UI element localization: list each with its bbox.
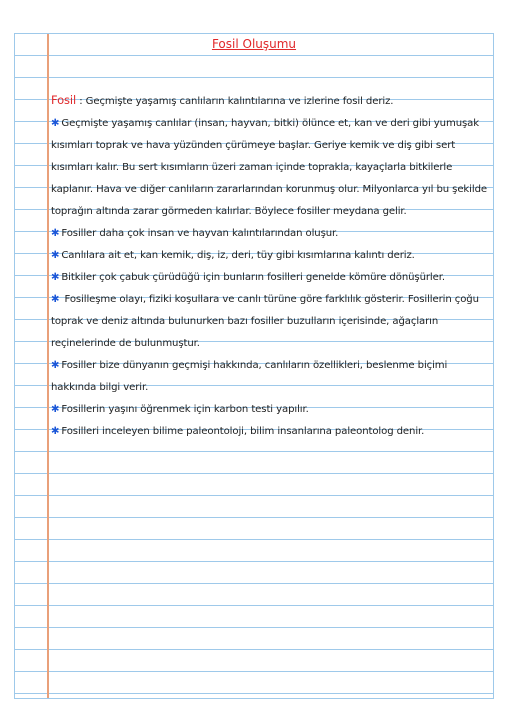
bullet-paragraph xyxy=(51,113,489,223)
content xyxy=(51,89,489,443)
notebook-page xyxy=(14,33,494,699)
bullet-paragraph xyxy=(51,223,489,245)
star-bullet-icon: ✱ xyxy=(51,272,60,283)
star-bullet-icon: ✱ xyxy=(51,250,60,261)
bullet-paragraph xyxy=(51,399,489,421)
bullet-paragraph xyxy=(51,355,489,399)
definition-text: : Geçmişte yaşamış canlıların kalıntılarına ve izlerine fosil deriz. xyxy=(76,96,394,107)
star-bullet-icon: ✱ xyxy=(51,360,60,371)
bullet-text: Bitkiler çok çabuk çürüdüğü için bunların fosilleri genelde kömüre dönüşürler. xyxy=(61,272,445,283)
star-bullet-icon: ✱ xyxy=(51,294,60,305)
bullet-text: Fosilleşme olayı, fiziki koşullara ve canlı türüne göre farklılık gösterir. Fosillerin çoğu toprak ve deniz altında bulunurken bazı fosiller buzulların içerisinde, ağaçların reçinelerinde de bulunmuştur. xyxy=(51,294,479,349)
page-title: Fosil Oluşumu xyxy=(211,37,297,51)
star-bullet-icon: ✱ xyxy=(51,404,60,415)
bullet-paragraph xyxy=(51,245,489,267)
bullet-text: Fosiller bize dünyanın geçmişi hakkında, canlıların özellikleri, beslenme biçimi hakkında bilgi verir. xyxy=(51,360,448,393)
bullet-paragraph xyxy=(51,289,489,355)
bullet-text: Geçmişte yaşamış canlılar (insan, hayvan, bitki) ölünce et, kan ve deri gibi yumuşak kısımları toprak ve hava yüzünden çürümeye başlar. Geriye kemik ve diş gibi sert kısımları kalır. Bu sert kısımların üzeri zaman içinde toprakla, kayaçlarla bitkilerle kaplanır. Hava ve diğer canlıların zararlarından korunmuş olur. Milyonlarca yıl bu şekilde toprağın altında zarar görmeden kalırlar. Böylece fosiller meydana gelir. xyxy=(51,118,488,217)
bullet-text: Fosiller daha çok insan ve hayvan kalıntılarından oluşur. xyxy=(61,228,339,239)
definition-term: Fosil xyxy=(51,93,77,107)
bullet-text: Fosillerin yaşını öğrenmek için karbon testi yapılır. xyxy=(61,404,309,415)
star-bullet-icon: ✱ xyxy=(51,228,60,239)
bullet-paragraph xyxy=(51,267,489,289)
bullet-paragraph xyxy=(51,421,489,443)
bullet-text: Canlılara ait et, kan kemik, diş, iz, deri, tüy gibi kısımlarına kalıntı deriz. xyxy=(61,250,415,261)
star-bullet-icon: ✱ xyxy=(51,118,60,129)
margin-line xyxy=(47,34,49,698)
star-bullet-icon: ✱ xyxy=(51,426,60,437)
bullet-text: Fosilleri inceleyen bilime paleontoloji, bilim insanlarına paleontolog denir. xyxy=(61,426,425,437)
definition-paragraph xyxy=(51,89,489,113)
